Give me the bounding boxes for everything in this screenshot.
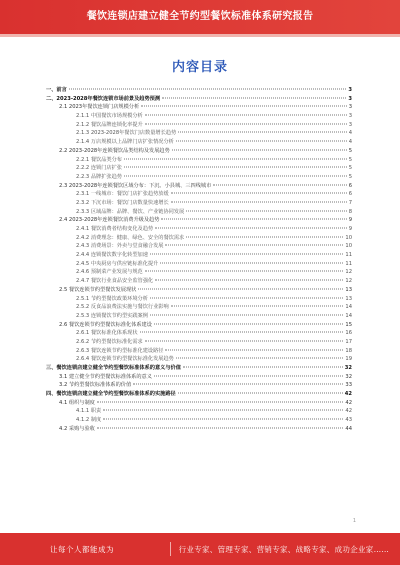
toc-leader-dots — [171, 193, 347, 194]
toc-leader-dots — [145, 123, 347, 124]
toc-entry[interactable] — [46, 260, 352, 269]
toc-entry-title: 2.2.2 连锁门店扩张 — [76, 165, 122, 172]
toc-leader-dots — [178, 132, 347, 133]
toc-entry-page: 9 — [348, 226, 352, 232]
toc-entry-page: 3 — [348, 104, 352, 111]
toc-entry[interactable] — [46, 390, 352, 399]
toc-entry-title: 2.1 2023年餐饮连锁门店规模分析 — [59, 104, 140, 111]
toc-entry-page: 10 — [345, 243, 352, 250]
toc-entry-title: 2.6.2 节约型餐饮标准化需求 — [76, 338, 143, 345]
toc-leader-dots — [165, 349, 343, 350]
toc-entry-page: 11 — [345, 260, 352, 267]
toc-entry[interactable] — [46, 234, 352, 243]
toc-leader-dots — [103, 410, 343, 411]
toc-leader-dots — [172, 149, 347, 150]
toc-entry-title: 2.5.2 反食品浪费法实施与餐饮行业影响 — [76, 304, 169, 311]
toc-entry-page: 42 — [345, 399, 352, 406]
toc-leader-dots — [150, 297, 343, 298]
toc-entry-title: 三、餐饮连锁店建立健全节约型餐饮标准体系的意义与价值 — [46, 365, 181, 371]
toc-entry-title: 2.5.3 连锁餐饮节约型实践案例 — [76, 312, 148, 319]
toc-entry[interactable] — [46, 373, 352, 382]
toc-entry[interactable] — [46, 407, 352, 416]
toc-entry-title: 2.4.3 消费场景：外卖与堂食融合发展 — [76, 243, 164, 250]
toc-entry-page: 14 — [345, 304, 352, 311]
toc-entry-page: 33 — [345, 382, 352, 389]
toc-entry-title: 二、2023-2028年餐饮连锁市场前景及趋势预测 — [46, 95, 161, 102]
toc-entry-page: 4 — [348, 130, 352, 137]
footer-slogan-right: 行业专家、管理专家、营销专家、战略专家、成功企业家…… — [178, 544, 390, 554]
toc-leader-dots — [124, 175, 347, 176]
toc-entry-title: 2.3.3 区域品牌：品牌、餐饮、产业链协同发展 — [76, 208, 185, 215]
toc-entry[interactable] — [46, 190, 352, 199]
toc-entry-page: 19 — [345, 356, 352, 363]
toc-leader-dots — [155, 280, 343, 281]
toc-entry[interactable] — [46, 355, 352, 364]
toc-entry-title: 2.2.1 餐饮品类分布 — [76, 156, 122, 163]
toc-entry[interactable] — [46, 416, 352, 425]
toc-entry[interactable] — [46, 86, 352, 95]
toc-entry-page: 3 — [348, 95, 352, 102]
header-divider — [0, 34, 400, 37]
toc-entry-page: 16 — [345, 330, 352, 337]
toc-entry-title: 2.6.1 餐饮标准化体系现状 — [76, 330, 138, 337]
toc-leader-dots — [171, 306, 344, 307]
toc-entry[interactable] — [46, 286, 352, 295]
toc-entry-title: 2.2.3 品牌扩张趋势 — [76, 173, 122, 180]
toc-entry-page: 5 — [348, 156, 352, 163]
toc-leader-dots — [176, 141, 347, 142]
toc-entry-title: 2.4.2 消费理念：健康、绿色、安全的餐饮需求 — [76, 234, 185, 241]
toc-entry-page: 11 — [345, 252, 352, 259]
toc-leader-dots — [150, 254, 343, 255]
toc-entry[interactable] — [46, 268, 352, 277]
toc-leader-dots — [178, 393, 343, 394]
report-title: 餐饮连锁店建立健全节约型餐饮标准体系研究报告 — [86, 11, 314, 22]
toc-entry-title: 3.2 节约型餐饮标准体系的价值 — [59, 382, 132, 389]
toc-entry[interactable] — [46, 295, 352, 304]
toc-leader-dots — [213, 184, 346, 185]
toc-entry-page: 15 — [345, 321, 352, 328]
toc-leader-dots — [186, 210, 346, 211]
toc-entry-page: 6 — [348, 182, 352, 189]
toc-leader-dots — [97, 401, 344, 402]
toc-entry-title: 2.6.3 餐饮连锁节约型标准化建设路径 — [76, 347, 164, 354]
toc-entry-page: 3 — [348, 113, 352, 120]
toc-entry[interactable] — [46, 138, 352, 147]
toc-entry-page: 42 — [345, 408, 352, 415]
toc-leader-dots — [162, 97, 346, 98]
page-number: 1 — [352, 518, 356, 524]
toc-entry[interactable] — [46, 129, 352, 138]
toc-leader-dots — [155, 228, 347, 229]
toc-entry-title: 4.1.1 职责 — [76, 408, 102, 415]
toc-entry-page: 44 — [345, 425, 352, 432]
footer-bar — [0, 533, 400, 565]
toc-entry[interactable] — [46, 208, 352, 217]
toc-leader-dots — [171, 201, 347, 202]
toc-entry-page: 14 — [345, 312, 352, 319]
toc-entry-page: 10 — [345, 234, 352, 241]
toc-entry-title: 2.6.4 餐饮连锁节约型餐饮标准化发展趋势 — [76, 356, 174, 363]
toc-entry-page: 3 — [348, 87, 352, 93]
toc-entry-page: 17 — [345, 338, 352, 345]
toc-entry-title: 2.4.5 中央厨房与供应链标准化提升 — [76, 260, 159, 267]
toc-entry-title: 四、餐饮连锁店建立健全节约型餐饮标准体系的实施路径 — [46, 391, 176, 398]
toc-entry-title: 4.1.2 制度 — [76, 417, 102, 424]
toc-entry-title: 4.2 采购与验收 — [59, 425, 95, 432]
toc-entry-title: 2.4.1 餐饮消费者结构变化及趋势 — [76, 226, 154, 232]
toc-entry-page: 18 — [345, 347, 352, 354]
toc-leader-dots — [97, 427, 344, 428]
toc-entry-page: 43 — [345, 417, 352, 424]
toc-entry[interactable] — [46, 347, 352, 356]
toc-entry[interactable] — [46, 173, 352, 182]
toc-leader-dots — [145, 340, 344, 341]
footer-slogan-left: 让每个人都能成为 — [50, 544, 114, 554]
toc-entry[interactable] — [46, 112, 352, 121]
toc-entry-title: 3.1 建立健全节约型餐饮标准体系的意义 — [59, 373, 152, 380]
toc-entry-page: 3 — [348, 121, 352, 128]
toc-entry-title: 2.3 2023-2028年连锁餐饮区域分布：下沉、小县城、三四线城市 — [59, 182, 212, 189]
toc-entry[interactable] — [46, 199, 352, 208]
toc-leader-dots — [138, 288, 343, 289]
toc-entry[interactable] — [46, 216, 352, 225]
toc-entry-title: 2.2 2023-2028年连锁餐饮品类结构及发展趋势 — [59, 147, 170, 154]
toc-entry-page: 32 — [345, 373, 352, 380]
toc-entry[interactable] — [46, 381, 352, 390]
toc-entry-page: 7 — [348, 199, 352, 206]
toc-entry[interactable] — [46, 156, 352, 165]
toc-entry-title: 2.5 餐饮连锁节约型餐饮发展现状 — [59, 286, 137, 293]
toc-entry[interactable] — [46, 225, 352, 234]
toc-entry-title: 2.6 餐饮连锁节约型餐饮标准化体系建设 — [59, 321, 152, 328]
toc-entry[interactable] — [46, 251, 352, 260]
toc-leader-dots — [176, 358, 344, 359]
toc-entry-page: 42 — [344, 391, 352, 398]
toc-entry-title: 2.4.4 连锁餐饮数字化转型加速 — [76, 252, 148, 259]
toc-leader-dots — [145, 271, 344, 272]
toc-entry-title: 2.4.7 餐饮行业食品安全监管强化 — [76, 278, 154, 285]
toc-entry-page: 12 — [345, 269, 352, 276]
toc-entry-title: 一、前言 — [46, 87, 67, 93]
toc-leader-dots — [186, 236, 343, 237]
toc-entry-title: 4.1 组织与制度 — [59, 399, 95, 406]
toc-entry-page: 6 — [348, 191, 352, 198]
toc-entry[interactable] — [46, 164, 352, 173]
toc-entry[interactable] — [46, 103, 352, 112]
toc-leader-dots — [154, 375, 343, 376]
toc-entry[interactable] — [46, 182, 352, 191]
toc-heading: 内容目录 — [171, 60, 228, 75]
toc-leader-dots — [161, 219, 346, 220]
toc-entry-title: 2.4 2023-2028年连锁餐饮消费升级及趋势 — [59, 217, 160, 224]
toc-entry-title: 2.1.1 中国餐饮市场规模分析 — [76, 113, 143, 120]
toc-leader-dots — [124, 158, 347, 159]
toc-leader-dots — [69, 89, 347, 90]
toc-leader-dots — [103, 419, 343, 420]
toc-entry-page: 5 — [348, 173, 352, 180]
toc-leader-dots — [154, 323, 343, 324]
toc-entry-title: 2.1.3 2023-2028年餐饮门店数量增长趋势 — [76, 130, 177, 137]
toc-leader-dots — [133, 384, 343, 385]
toc-leader-dots — [141, 106, 347, 107]
toc-entry[interactable] — [46, 277, 352, 286]
toc-entry-title: 2.1.2 餐饮品牌连锁化率提升 — [76, 121, 143, 128]
toc-entry-title: 2.4.6 预制菜产业发展与规范 — [76, 269, 143, 276]
toc-entry[interactable] — [46, 95, 352, 104]
toc-leader-dots — [140, 332, 344, 333]
toc-entry[interactable] — [46, 425, 352, 434]
toc-entry[interactable] — [46, 242, 352, 251]
toc-leader-dots — [124, 167, 347, 168]
toc-leader-dots — [145, 115, 347, 116]
toc-entry[interactable] — [46, 121, 352, 130]
toc-entry[interactable] — [46, 303, 352, 312]
toc-entry-page: 13 — [345, 295, 352, 302]
toc-entry-page: 8 — [348, 208, 352, 215]
toc-entry-page: 12 — [345, 278, 352, 285]
toc-entry-page: 9 — [348, 217, 352, 224]
toc-entry-page: 32 — [344, 365, 352, 371]
toc-entry-page: 5 — [348, 165, 352, 172]
toc-entry[interactable] — [46, 364, 352, 373]
toc-leader-dots — [150, 314, 343, 315]
toc-entry-title: 2.3.2 下沉市场：餐饮门店数量快速增长 — [76, 199, 169, 206]
toc-entry[interactable] — [46, 147, 352, 156]
toc-entry-page: 13 — [345, 286, 352, 293]
toc-entry[interactable] — [46, 329, 352, 338]
toc-entry[interactable] — [46, 399, 352, 408]
report-header — [0, 0, 400, 34]
toc-leader-dots — [160, 262, 343, 263]
toc-leader-dots — [165, 245, 343, 246]
toc-entry[interactable] — [46, 338, 352, 347]
toc-entry[interactable] — [46, 312, 352, 321]
toc-entry-page: 5 — [348, 147, 352, 154]
toc-entry-title: 2.3.1 一线城市：餐饮门店扩张趋势放缓 — [76, 191, 169, 198]
toc-entry-page: 4 — [348, 139, 352, 146]
toc-entry-title: 2.5.1 节约型餐饮政策环境分析 — [76, 295, 148, 302]
table-of-contents — [46, 86, 352, 434]
toc-entry-title: 2.1.4 万店规模以上品牌门店扩张情况分析 — [76, 139, 174, 146]
toc-leader-dots — [183, 367, 343, 368]
toc-entry[interactable] — [46, 321, 352, 330]
